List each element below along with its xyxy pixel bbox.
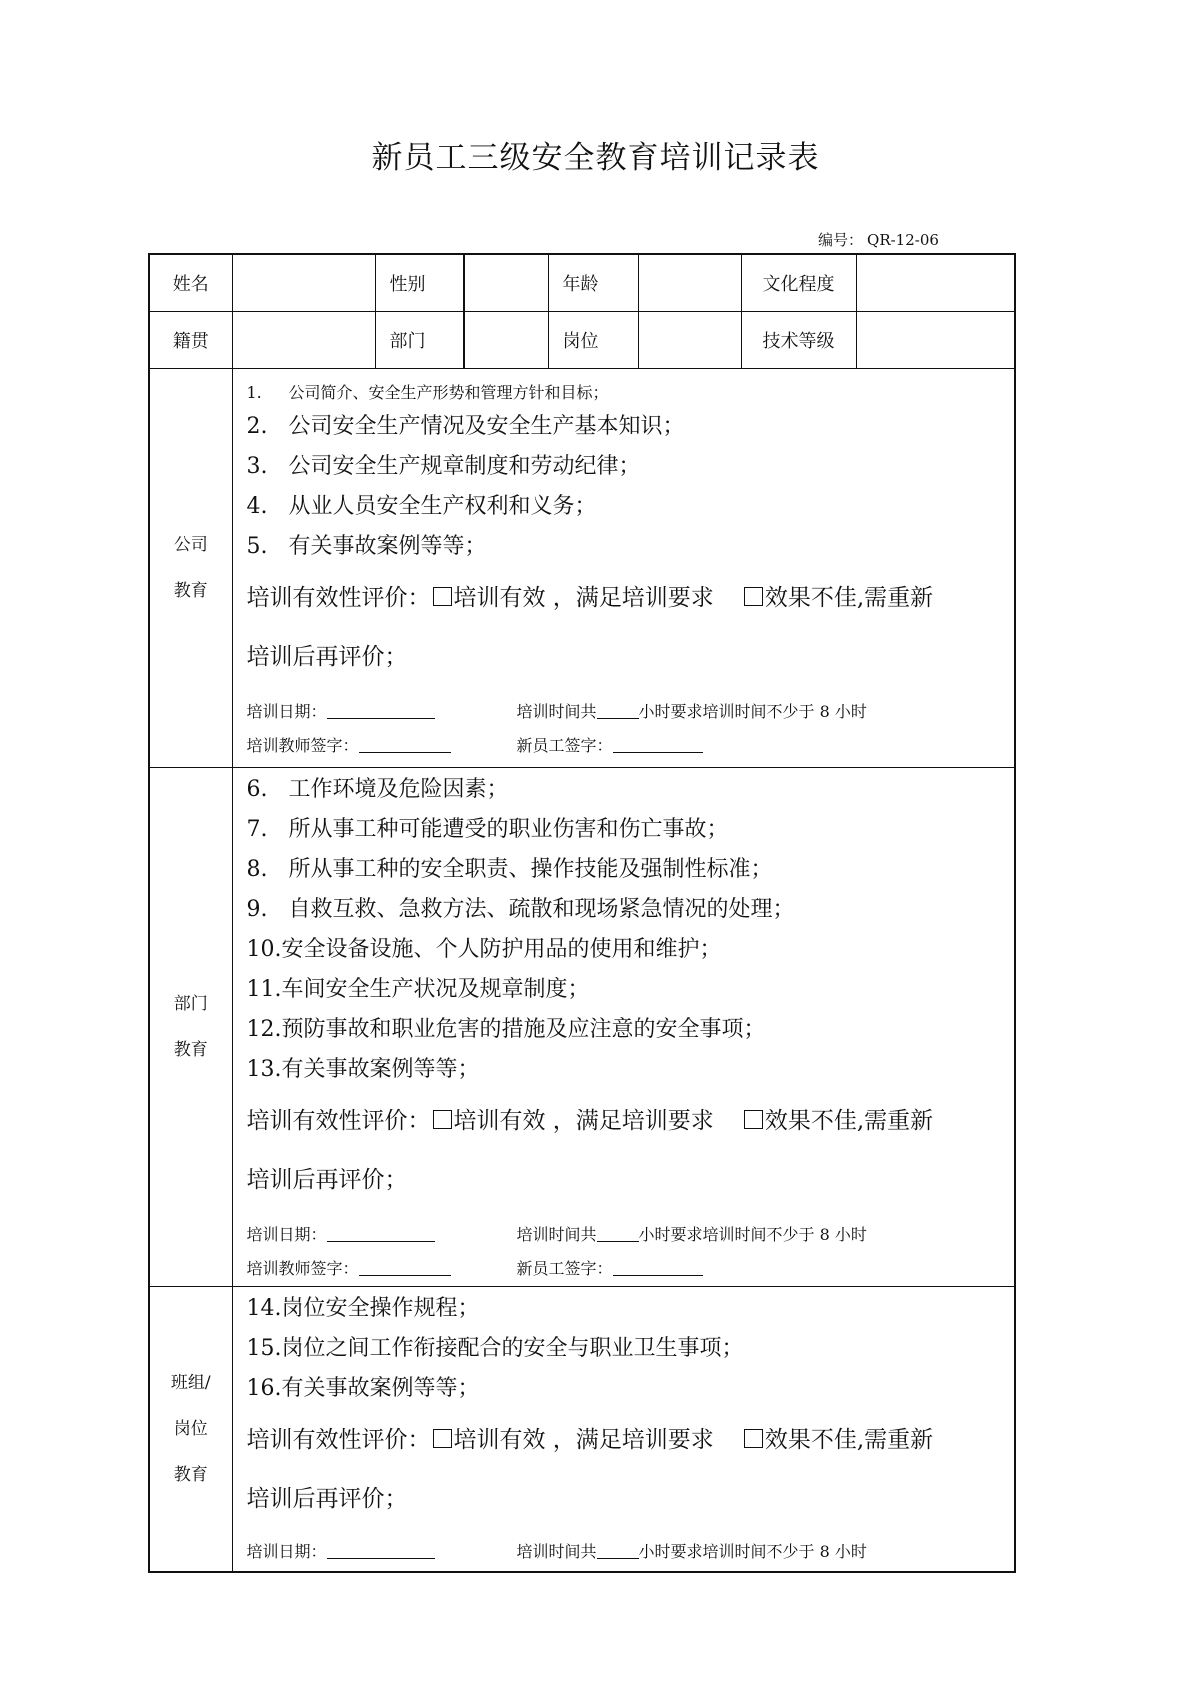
teacher-signature-blank[interactable] [359,752,451,753]
training-date-line [247,1535,1005,1569]
teacher-signature-label: 培训教师签字： [246,1259,359,1278]
list-item [247,1010,1005,1050]
training-date-blank[interactable] [327,1558,435,1559]
department-field[interactable] [464,312,548,369]
effective-checkbox[interactable] [433,1110,452,1129]
gender-label: 性别 [375,254,464,312]
name-label: 姓名 [149,254,232,312]
employee-signature-label: 新员工签字： [516,1259,613,1278]
evaluation-continuation: 培训后再评价； [246,1486,408,1512]
ineffective-checkbox[interactable] [744,1429,763,1448]
item-number: 7. [246,817,268,842]
effectiveness-evaluation [247,567,1005,629]
training-hours-blank[interactable] [597,1241,639,1242]
effective-option-label: 培训有效 ，满足培训要求 [453,1427,714,1453]
evaluation-continuation: 培训后再评价； [246,644,408,670]
item-number: 4. [246,494,268,519]
post-field[interactable] [638,312,741,369]
native-place-field[interactable] [232,312,375,369]
employee-signature-label: 新员工签字： [516,736,613,755]
section-team-post [149,1287,1015,1573]
item-text: 工作环境及危险因素； [288,777,509,802]
item-number: 11. [246,977,282,1002]
item-number: 8. [246,857,268,882]
training-hours-label: 培训时间共 [516,702,597,721]
age-field[interactable] [638,254,741,312]
item-number: 3. [246,454,268,479]
ineffective-option-label: 效果不佳,需重新 [764,1108,934,1134]
section-content [232,768,1015,1287]
item-text: 所从事工种的安全职责、操作技能及强制性标准； [288,857,773,882]
item-text: 预防事故和职业危害的措施及应注意的安全事项； [281,1017,766,1042]
training-date-blank[interactable] [327,1241,435,1242]
section-company [149,369,1015,768]
training-record-table [148,253,1016,1573]
document-code-label: 编号： [818,231,864,249]
training-hours-label: 培训时间共 [516,1225,597,1244]
teacher-signature-blank[interactable] [359,1275,451,1276]
item-text: 从业人员安全生产权利和义务； [288,494,597,519]
list-item [247,487,1005,527]
training-hours-requirement: 小时要求培训时间不少于 8 小时 [638,1542,867,1561]
section-label-line: 部门 [173,994,208,1014]
document-code [818,229,943,250]
item-number: 5. [246,534,268,559]
item-number: 16. [246,1376,282,1401]
training-hours-requirement: 小时要求培训时间不少于 8 小时 [638,1225,867,1244]
ineffective-option-label: 效果不佳,需重新 [764,585,934,611]
list-item [247,810,1005,850]
item-text: 岗位安全操作规程； [281,1296,480,1321]
list-item [247,447,1005,487]
training-date-line [247,695,1005,729]
gender-field[interactable] [464,254,548,312]
age-label: 年龄 [548,254,638,312]
native-place-label: 籍贯 [149,312,232,369]
signature-line [247,729,1005,763]
effectiveness-evaluation [247,1090,1005,1152]
training-date-label: 培训日期： [246,1542,327,1561]
signature-line [247,1252,1005,1286]
training-hours-blank[interactable] [597,1558,639,1559]
name-field[interactable] [232,254,375,312]
item-text: 自救互救、急救方法、疏散和现场紧急情况的处理； [288,897,795,922]
list-item [247,1369,1005,1409]
item-text: 公司简介、安全生产形势和管理方针和目标； [288,383,609,402]
list-item [247,770,1005,810]
ineffective-option-label: 效果不佳,需重新 [764,1427,934,1453]
effective-checkbox[interactable] [433,587,452,606]
header-row-1 [149,254,1015,312]
section-label-line: 教育 [173,1040,208,1060]
training-hours-requirement: 小时要求培训时间不少于 8 小时 [638,702,867,721]
list-item [247,1050,1005,1090]
item-number: 1. [246,383,262,402]
section-label-line: 公司 [173,535,208,555]
section-label-line: 教育 [173,1465,208,1485]
effectiveness-evaluation [247,1409,1005,1471]
training-hours-label: 培训时间共 [516,1542,597,1561]
list-item [247,970,1005,1010]
employee-signature-blank[interactable] [613,1275,703,1276]
list-item [247,890,1005,930]
item-number: 2. [246,414,268,439]
document-code-value: QR-12-06 [867,231,939,249]
section-label [149,768,232,1287]
header-row-2 [149,312,1015,369]
evaluation-label: 培训有效性评价： [246,1108,431,1134]
item-text: 有关事故案例等等； [281,1376,480,1401]
ineffective-checkbox[interactable] [744,587,763,606]
list-item [247,850,1005,890]
evaluation-label: 培训有效性评价： [246,585,431,611]
training-hours-blank[interactable] [597,718,639,719]
item-text: 安全设备设施、个人防护用品的使用和维护； [281,937,722,962]
section-label-line: 岗位 [173,1419,208,1439]
ineffective-checkbox[interactable] [744,1110,763,1129]
list-item [247,379,1005,407]
section-content [232,369,1015,768]
item-number: 6. [246,777,268,802]
training-date-label: 培训日期： [246,702,327,721]
item-number: 15. [246,1336,282,1361]
evaluation-continuation: 培训后再评价； [246,1167,408,1193]
effective-checkbox[interactable] [433,1429,452,1448]
department-label: 部门 [375,312,464,369]
section-label-line: 教育 [173,581,208,601]
evaluation-label: 培训有效性评价： [246,1427,431,1453]
training-date-label: 培训日期： [246,1225,327,1244]
item-number: 13. [246,1057,282,1082]
item-text: 所从事工种可能遭受的职业伤害和伤亡事故； [288,817,729,842]
list-item [247,1289,1005,1329]
skill-level-field[interactable] [856,312,1015,369]
effective-option-label: 培训有效 ，满足培训要求 [453,585,714,611]
section-label [149,369,232,768]
post-label: 岗位 [548,312,638,369]
item-number: 14. [246,1296,282,1321]
item-text: 岗位之间工作衔接配合的安全与职业卫生事项； [281,1336,744,1361]
item-text: 公司安全生产情况及安全生产基本知识； [288,414,685,439]
education-label: 文化程度 [741,254,856,312]
section-label-line: 班组/ [170,1373,211,1393]
section-label [149,1287,232,1573]
section-department [149,768,1015,1287]
item-text: 车间安全生产状况及规章制度； [281,977,590,1002]
item-text: 公司安全生产规章制度和劳动纪律； [288,454,641,479]
list-item [247,930,1005,970]
teacher-signature-label: 培训教师签字： [246,736,359,755]
training-date-blank[interactable] [327,718,435,719]
item-text: 有关事故案例等等； [281,1057,480,1082]
training-date-line [247,1218,1005,1252]
list-item [247,407,1005,447]
skill-level-label: 技术等级 [741,312,856,369]
list-item [247,1329,1005,1369]
page-title: 新员工三级安全教育培训记录表 [371,140,820,176]
employee-signature-blank[interactable] [613,752,703,753]
section-content [232,1287,1015,1573]
education-field[interactable] [856,254,1015,312]
effective-option-label: 培训有效 ，满足培训要求 [453,1108,714,1134]
item-text: 有关事故案例等等； [288,534,487,559]
item-number: 12. [246,1017,282,1042]
item-number: 9. [246,897,268,922]
list-item [247,527,1005,567]
item-number: 10. [246,937,282,962]
